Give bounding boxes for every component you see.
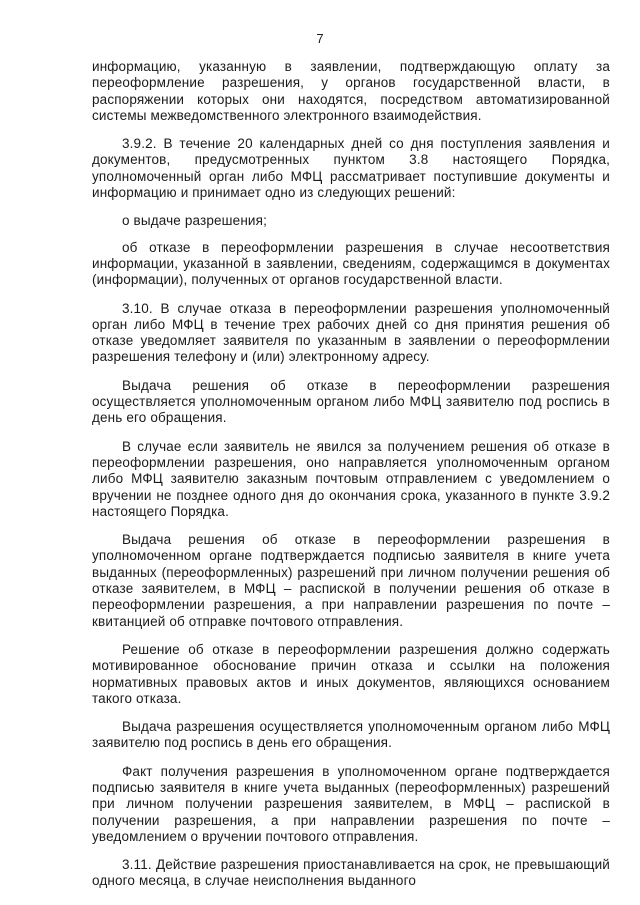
paragraph-5: 3.10. В случае отказа в переоформлении разрешения уполномоченный орган либо МФЦ в течение трех рабочих дней со дня принятия решения об отказе уведомляет заявителя по указанным в заявлении о переоформлении разрешения телефону и (или) электронному адресу. <box>92 300 610 365</box>
paragraph-1: информацию, указанную в заявлении, подтверждающую оплату за переоформление разрешения, у органов государственной власти, в распоряжении которых они находятся, посредством автоматизированной системы межведомственного электронного взаимодействия. <box>92 59 610 123</box>
paragraph-3: о выдаче разрешения; <box>122 213 267 229</box>
paragraph-9: Решение об отказе в переоформлении разрешения должно содержать мотивированное обоснование причин отказа и ссылки на положения нормативных правовых актов и иных документов, являющихся основанием такого отказа. <box>92 641 610 706</box>
paragraph-11: Факт получения разрешения в уполномоченном органе подтверждается подписью заявителя в книге учета выданных (переоформленных) разрешений при личном получении разрешения заявителем, в МФЦ – распиской в получении разрешения, а при направлении разрешения по почте – уведомлением о вручении почтового отправления. <box>92 763 610 844</box>
document-body <box>92 59 610 902</box>
paragraph-2: 3.9.2. В течение 20 календарных дней со дня поступления заявления и документов, предусмотренных пунктом 3.8 настоящего Порядка, уполномоченный орган либо МФЦ рассматривает поступившие документы и информацию и принимает одно из следующих решений: <box>92 136 610 201</box>
paragraph-8: Выдача решения об отказе в переоформлении разрешения в уполномоченном органе подтверждается подписью заявителя в книге учета выданных (переоформленных) разрешений при личном получении решения об отказе заявителем, в МФЦ – распиской в получении решения об отказе в переоформлении разрешения, а при направлении разрешения по почте – квитанцией об отправке почтового отправления. <box>92 532 610 629</box>
page-number: 7 <box>316 31 324 46</box>
paragraph-6: Выдача решения об отказе в переоформлении разрешения осуществляется уполномоченным органом либо МФЦ заявителю под роспись в день его обращения. <box>92 377 610 426</box>
paragraph-4: об отказе в переоформлении разрешения в случае несоответствия информации, указанной в заявлении, сведениям, содержащимся в документах (информации), полученных от органов государственной власти. <box>92 239 610 288</box>
paragraph-7: В случае если заявитель не явился за получением решения об отказе в переоформлении разрешения, оно направляется уполномоченным органом либо МФЦ заявителю заказным почтовым отправлением с уведомлением о вручении не позднее одного дня до окончания срока, указанного в пункте 3.9.2 настоящего Порядка. <box>92 438 610 519</box>
paragraph-10: Выдача разрешения осуществляется уполномоченным органом либо МФЦ заявителю под роспись в день его обращения. <box>92 719 610 751</box>
paragraph-12: 3.11. Действие разрешения приостанавливается на срок, не превышающий одного месяца, в случае неисполнения выданного <box>92 857 610 889</box>
